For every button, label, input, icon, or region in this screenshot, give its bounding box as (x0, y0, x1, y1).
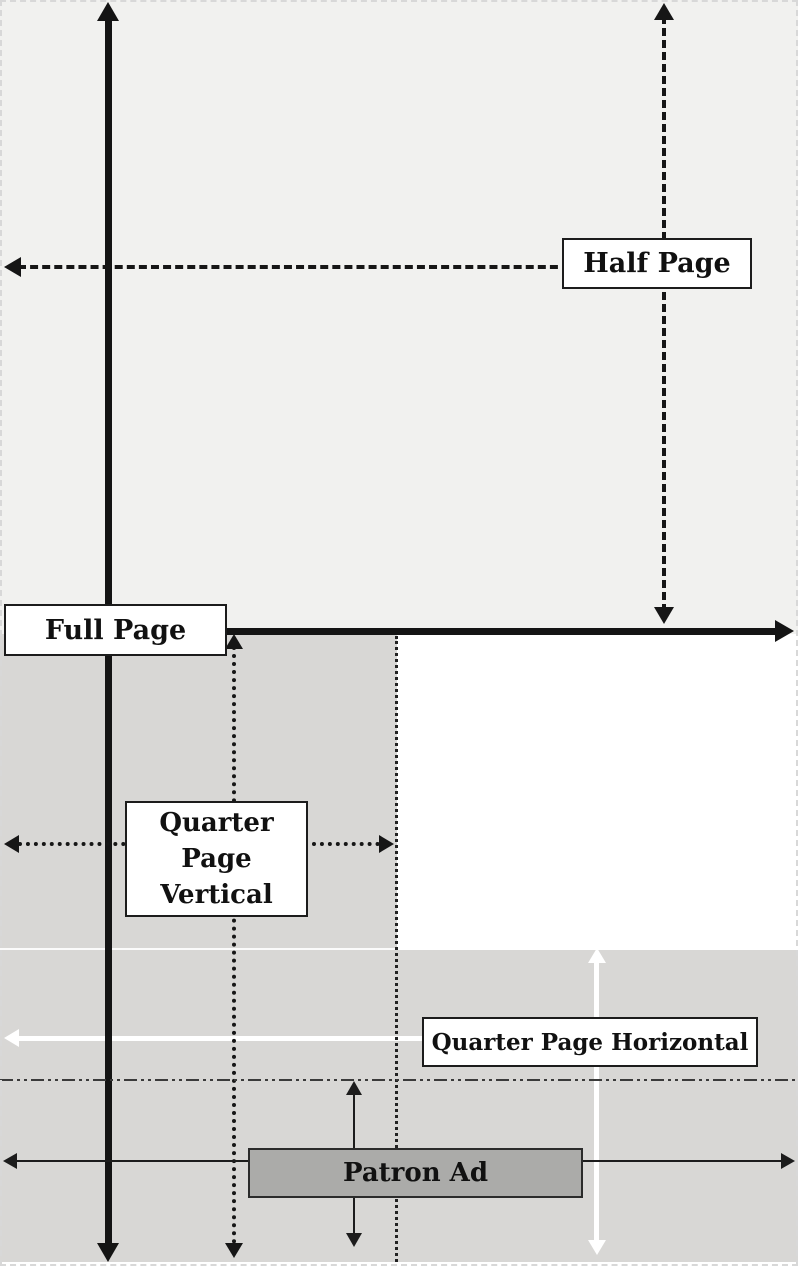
arrowhead-left-icon (4, 257, 21, 277)
arrowhead-down-icon (588, 1240, 606, 1255)
full-page-width-arrow (210, 628, 778, 635)
patron-ad-label-text: Patron Ad (342, 1158, 489, 1188)
arrowhead-left-icon (3, 1153, 17, 1169)
quarter-page-vertical-label-line3: Vertical (160, 880, 273, 910)
arrowhead-left-icon (4, 1029, 19, 1047)
arrowhead-right-icon (781, 1153, 795, 1169)
quarter-page-vertical-label (125, 801, 308, 917)
arrowhead-up-icon (588, 948, 606, 963)
half-page-label-text: Half Page (583, 248, 731, 279)
quarter-page-vertical-label-line2: Page (181, 844, 252, 874)
arrowhead-down-icon (225, 1243, 243, 1258)
half-page-label (562, 238, 752, 289)
full-page-label-text: Full Page (44, 614, 187, 646)
arrowhead-up-icon (225, 634, 243, 649)
arrowhead-up-icon (346, 1081, 362, 1095)
half-page-width-arrow (18, 265, 570, 269)
quarter-page-vertical-label-line1: Quarter (159, 808, 274, 838)
arrowhead-down-icon (346, 1233, 362, 1247)
quarter-page-horizontal-label-text: Quarter Page Horizontal (431, 1028, 749, 1056)
arrowhead-up-icon (654, 3, 674, 20)
arrowhead-down-icon (97, 1243, 119, 1262)
quarter-page-horizontal-width-arrow (18, 1036, 430, 1041)
arrowhead-up-icon (97, 2, 119, 21)
arrowhead-right-icon (775, 620, 794, 642)
patron-ad-divider-line (0, 1079, 798, 1081)
quarter-page-horizontal-region (0, 950, 798, 1262)
patron-ad-label (248, 1148, 583, 1198)
quarter-page-vertical-height-arrow (232, 646, 236, 1244)
half-page-height-arrow (662, 16, 666, 612)
quarter-page-horizontal-label (422, 1017, 758, 1067)
arrowhead-left-icon (4, 835, 19, 853)
full-page-label (4, 604, 227, 656)
arrowhead-right-icon (379, 835, 394, 853)
region-divider-hairline (0, 948, 798, 950)
arrowhead-down-icon (654, 607, 674, 624)
quarter-page-horizontal-height-arrow (594, 960, 599, 1242)
